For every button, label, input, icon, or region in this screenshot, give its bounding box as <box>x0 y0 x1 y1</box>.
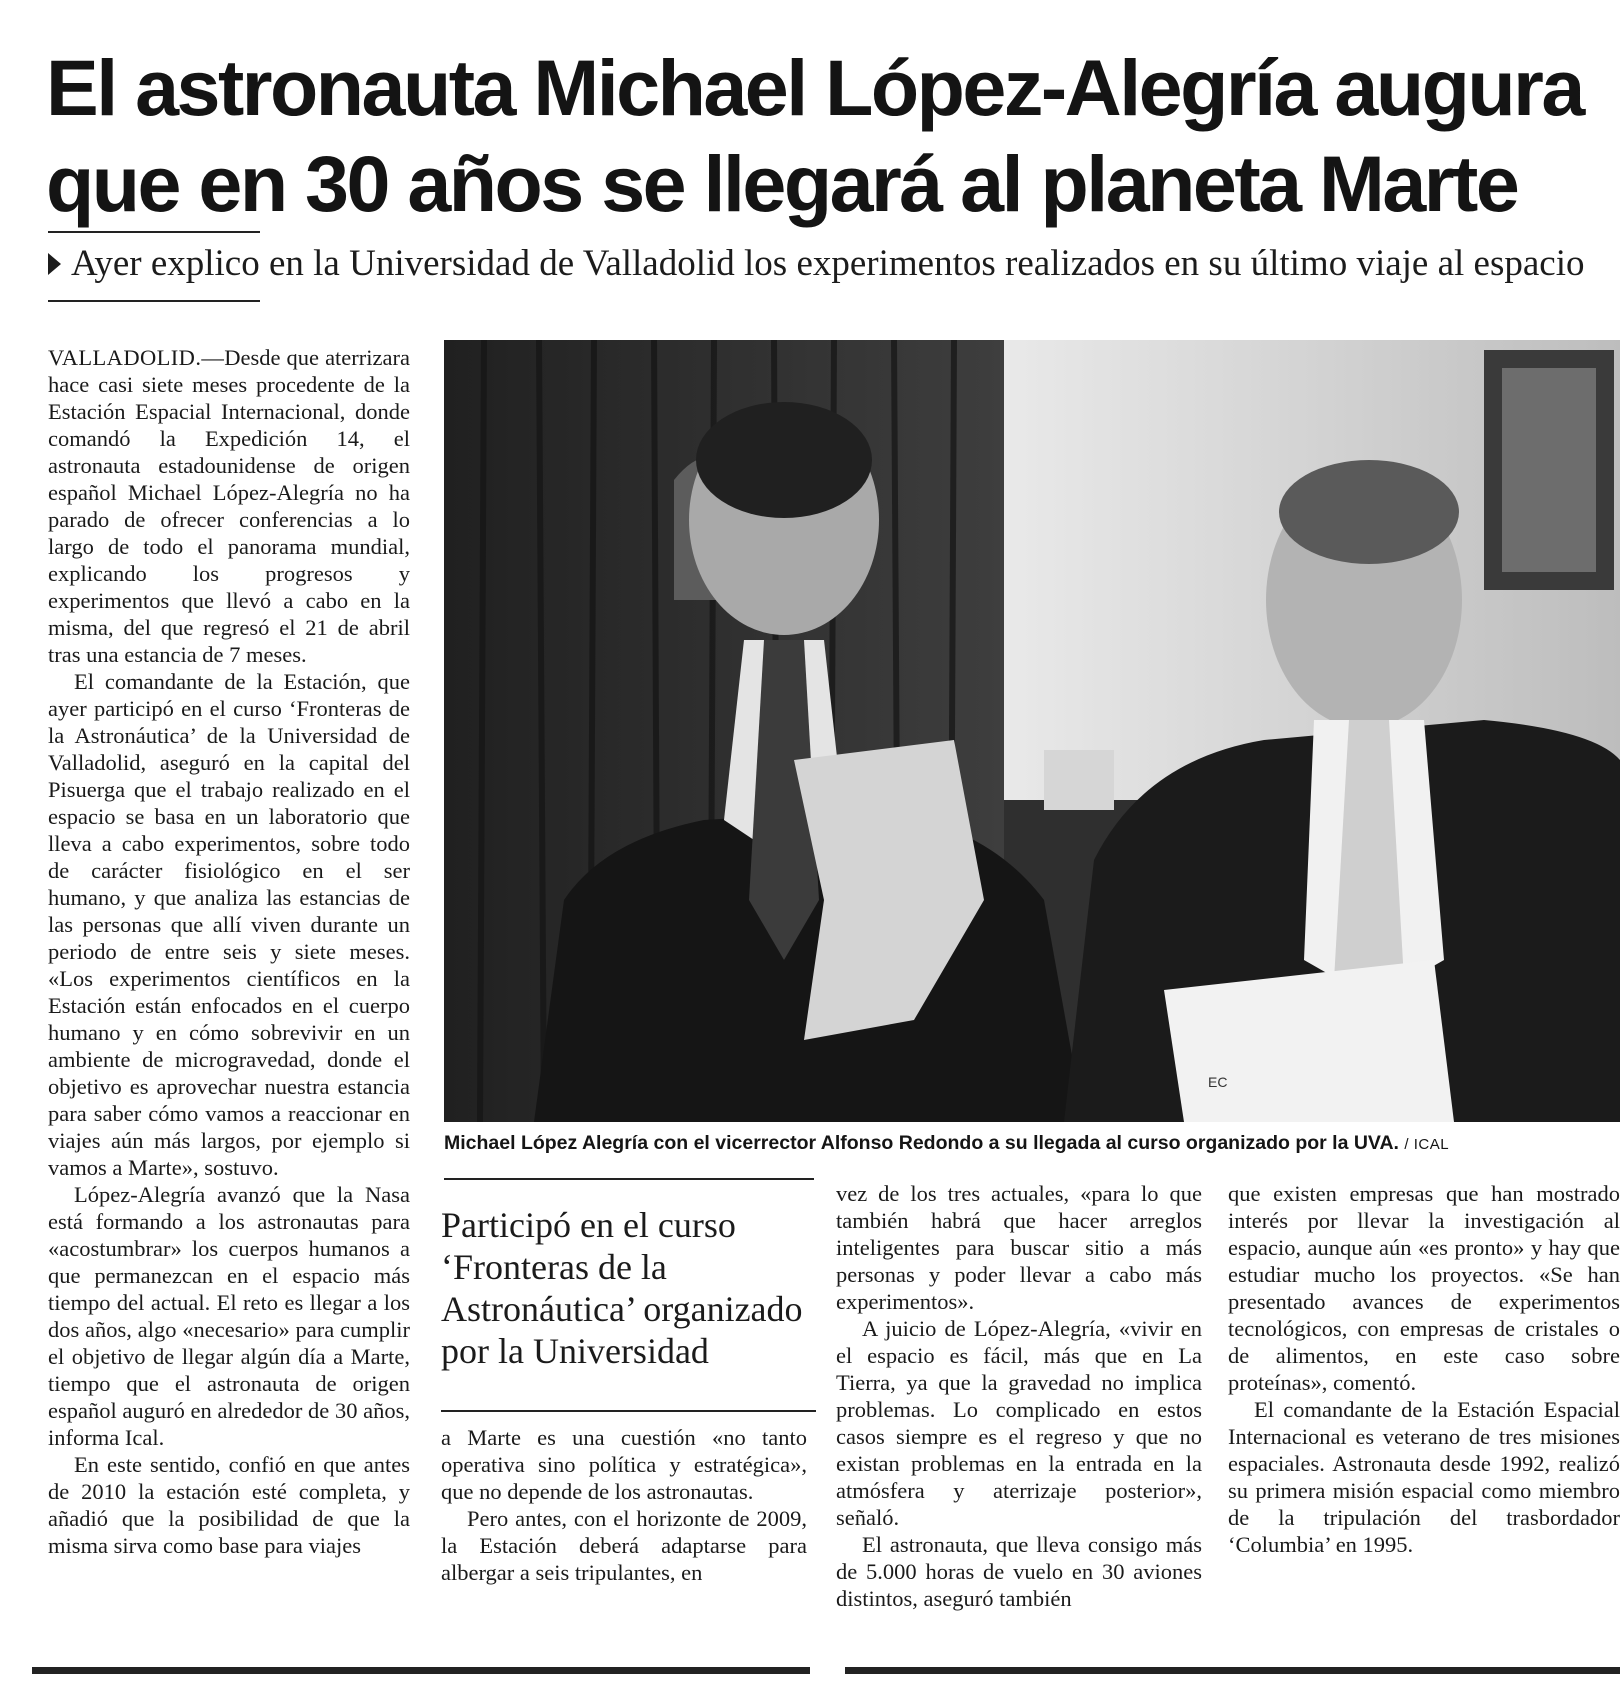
headline-line-1: El astronauta Michael López-Alegría augura <box>46 43 1583 132</box>
article-paragraph: a Marte es una cuestión «no tanto operativa sino política y estratégica», que no depende de los astronautas. <box>441 1425 807 1504</box>
article-paragraph: El astronauta, que lleva consigo más de 5.000 horas de vuelo en 30 aviones distintos, aseguró también <box>836 1532 1202 1611</box>
subhead-rule-top <box>48 231 260 233</box>
news-photo <box>444 340 1620 1122</box>
article-paragraph: VALLADOLID.—Desde que aterrizara hace casi siete meses procedente de la Estación Espacial Internacional, donde comandó la Expedición 14, el astronauta estadounidense de origen español Michael López-Alegría no ha parado de ofrecer conferencias a lo largo de todo el panorama mundial, explicando los progresos y experimentos que llevó a cabo en la misma, del que regresó el 21 de abril tras una estancia de 7 meses. <box>48 345 410 667</box>
article-paragraph: vez de los tres actuales, «para lo que también habrá que hacer arreglos inteligentes para buscar sitio a más personas y poder llevar a cabo más experimentos». <box>836 1181 1202 1314</box>
photo-illustration <box>444 340 1620 1122</box>
headline-line-2: que en 30 años se llegará al planeta Marte <box>46 139 1518 228</box>
article-column-1 <box>48 344 410 1559</box>
article-paragraph: López-Alegría avanzó que la Nasa está formando a los astronautas para «acostumbrar» los cuerpos humanos a que permanezcan en el espacio más tiempo del actual. El reto es llegar a los dos años, algo «necesario» para cumplir el objetivo de llegar algún día a Marte, tiempo que el astronauta de origen español auguró en alrededor de 30 años, informa Ical. <box>48 1182 410 1450</box>
pull-quote-rule <box>441 1410 816 1412</box>
photo-paper-mark: EC <box>1208 1074 1228 1090</box>
dateline: VALLADOLID.— <box>48 345 225 370</box>
bottom-rule-left <box>32 1667 810 1674</box>
article-paragraph: que existen empresas que han mostrado interés por llevar la investigación al espacio, aunque aún «es pronto» y hay que estudiar mucho los proyectos. «Se han presentado avances de experimentos tecnológicos, con empresas de cristales o de alimentos, en este caso sobre proteínas», comentó. <box>1228 1181 1620 1395</box>
article-column-2 <box>441 1424 807 1586</box>
headline <box>46 40 1586 232</box>
article-paragraph: En este sentido, confió en que antes de 2010 la estación esté completa, y añadió que la posibilidad de que la misma sirva como base para viajes <box>48 1452 410 1558</box>
photo-caption <box>444 1130 1620 1158</box>
caption-rule <box>444 1178 814 1180</box>
article-paragraph: A juicio de López-Alegría, «vivir en el espacio es fácil, más que en La Tierra, ya que la gravedad no implica problemas. Lo complicado en estos casos siempre es el regreso y que no existan problemas en la entrada en la atmósfera y aterrizaje posterior», señaló. <box>836 1316 1202 1530</box>
bottom-rule-right <box>845 1667 1620 1674</box>
subheadline <box>48 242 1620 286</box>
photo-caption-text: Michael López Alegría con el vicerrector Alfonso Redondo a su llegada al curso organizado por la UVA. <box>444 1132 1399 1154</box>
article-paragraph: El comandante de la Estación Espacial Internacional es veterano de tres misiones espaciales. Astronauta desde 1992, realizó su primera misión espacial como miembro de la tripulación del trasbordador ‘Columbia’ en 1995. <box>1228 1397 1620 1557</box>
article-column-3 <box>836 1180 1202 1612</box>
photo-credit: / ICAL <box>1404 1136 1450 1153</box>
pull-quote: Participó en el curso ‘Fronteras de la Astronáutica’ organizado por la Universidad <box>441 1205 803 1371</box>
arrow-right-icon <box>48 253 61 275</box>
subheadline-text: Ayer explico en la Universidad de Valladolid los experimentos realizados en su último viaje al espacio <box>71 243 1585 284</box>
subhead-rule-bottom <box>48 300 260 302</box>
article-column-4 <box>1228 1180 1620 1660</box>
article-paragraph: Pero antes, con el horizonte de 2009, la Estación deberá adaptarse para albergar a seis tripulantes, en <box>441 1506 807 1585</box>
article-paragraph: El comandante de la Estación, que ayer participó en el curso ‘Fronteras de la Astronáutica’ de la Universidad de Valladolid, aseguró en la capital del Pisuerga que el trabajo realizado en el espacio se basa en un laboratorio que lleva a cabo experimentos, sobre todo de carácter fisiológico en el ser humano, y que analiza las estancias de las personas que allí viven durante un periodo de entre seis y siete meses. «Los experimentos científicos en la Estación están enfocados en el cuerpo humano y en cómo sobrevivir en un ambiente de microgravedad, donde el objetivo es aprovechar nuestra estancia para saber cómo vamos a reaccionar en viajes aún más largos, por ejemplo si vamos a Marte», sostuvo. <box>48 669 410 1180</box>
